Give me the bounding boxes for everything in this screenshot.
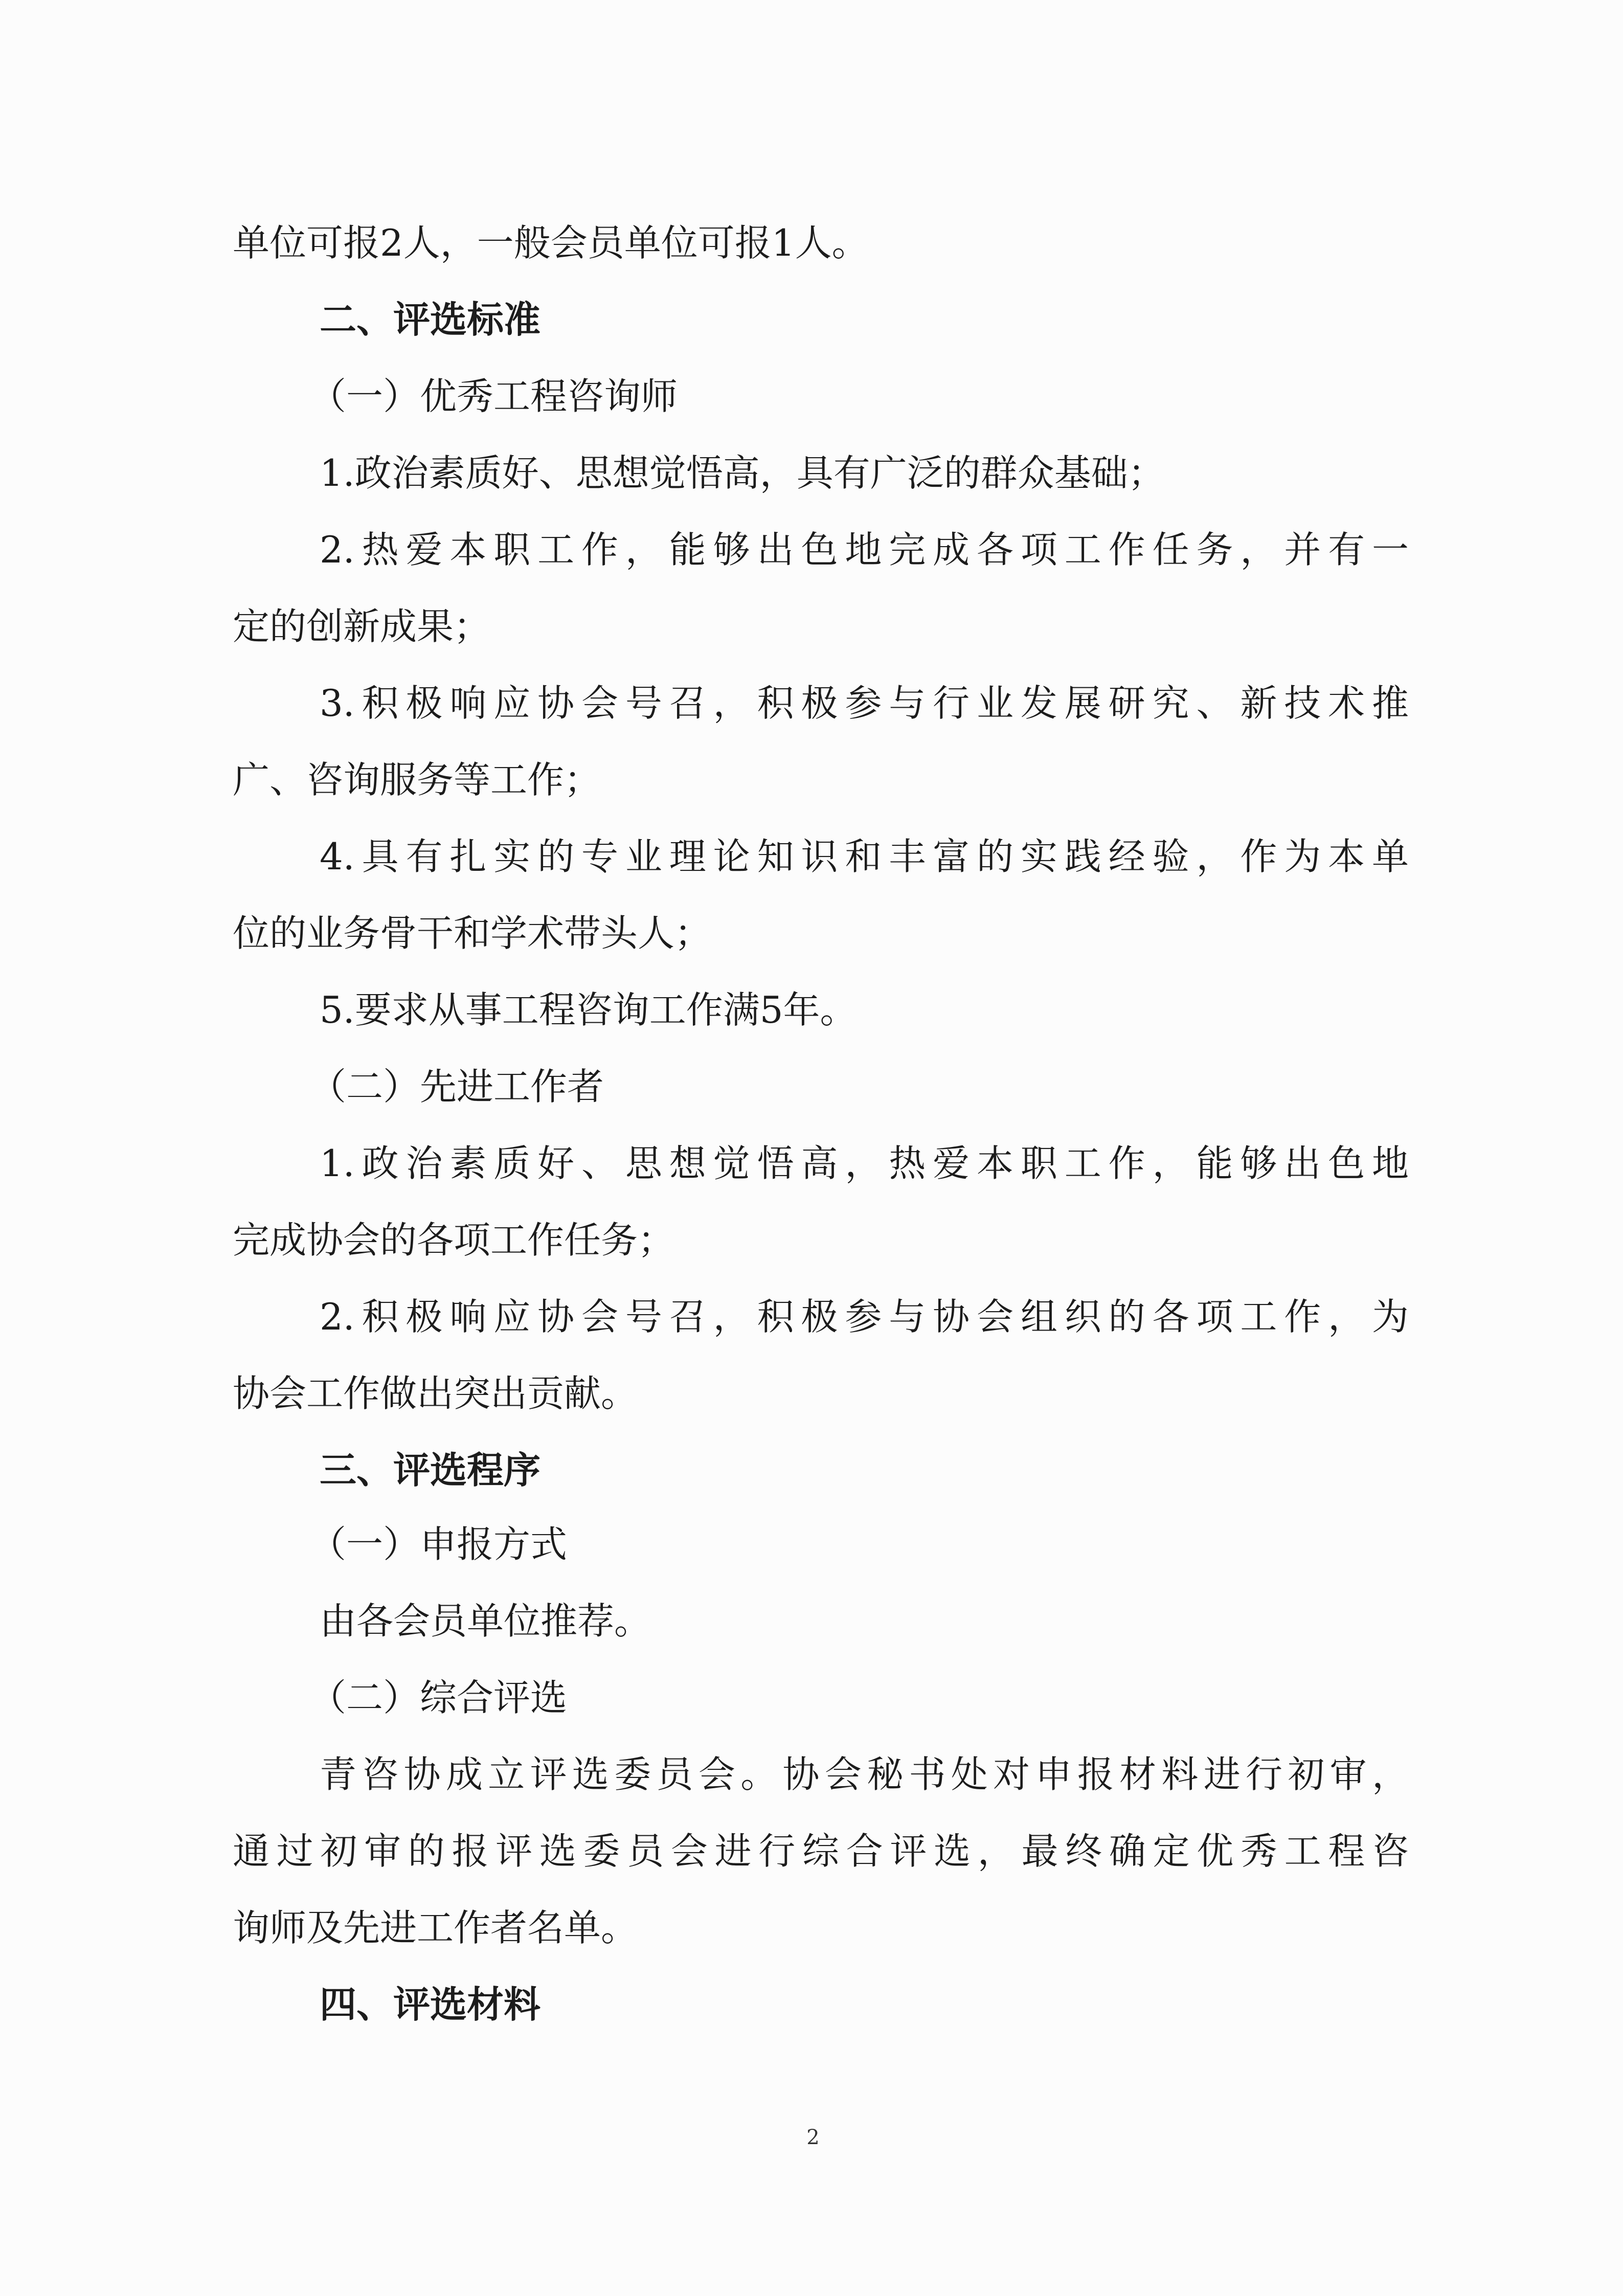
text-line-14: 完成协会的各项工作任务； [233, 1219, 675, 1262]
text-line-23: 询师及先进工作者名单。 [233, 1906, 638, 1949]
subheading-comprehensive-evaluation: （二）综合评选 [309, 1676, 568, 1719]
subheading-excellent-consultant: （一）优秀工程咨询师 [309, 375, 678, 418]
text-line-07: 3.积极响应协会号召，积极参与行业发展研究、新技术推 [320, 682, 1409, 725]
text-line-19: 由各会员单位推荐。 [320, 1600, 651, 1642]
text-line-13: 1.政治素质好、思想觉悟高，热爱本职工作，能够出色地 [320, 1142, 1409, 1185]
text-line-11: 5.要求从事工程咨询工作满5年。 [320, 988, 857, 1031]
text-line-10: 位的业务骨干和学术带头人； [233, 912, 712, 955]
text-line-09: 4.具有扎实的专业理论知识和丰富的实践经验，作为本单 [320, 835, 1409, 878]
heading-evaluation-criteria: 二、评选标准 [320, 298, 541, 341]
text-line-16: 协会工作做出突出贡献。 [233, 1372, 638, 1415]
text-line-15: 2.积极响应协会号召，积极参与协会组织的各项工作，为 [320, 1295, 1409, 1338]
text-line-01: 单位可报2人，一般会员单位可报1人。 [233, 221, 869, 264]
text-line-22: 通过初审的报评选委员会进行综合评选，最终确定优秀工程咨 [233, 1830, 1409, 1873]
text-line-06: 定的创新成果； [233, 605, 491, 648]
subheading-advanced-worker: （二）先进工作者 [309, 1065, 604, 1108]
text-line-05: 2.热爱本职工作，能够出色地完成各项工作任务，并有一 [320, 528, 1409, 571]
heading-evaluation-materials: 四、评选材料 [320, 1983, 541, 2026]
text-line-21: 青咨协成立评选委员会。协会秘书处对申报材料进行初审， [320, 1753, 1409, 1796]
subheading-application-method: （一）申报方式 [309, 1523, 568, 1566]
page-number: 2 [806, 2126, 820, 2149]
text-line-04: 1.政治素质好、思想觉悟高，具有广泛的群众基础； [320, 452, 1165, 494]
heading-evaluation-procedure: 三、评选程序 [320, 1449, 541, 1492]
text-line-08: 广、咨询服务等工作； [233, 758, 601, 801]
